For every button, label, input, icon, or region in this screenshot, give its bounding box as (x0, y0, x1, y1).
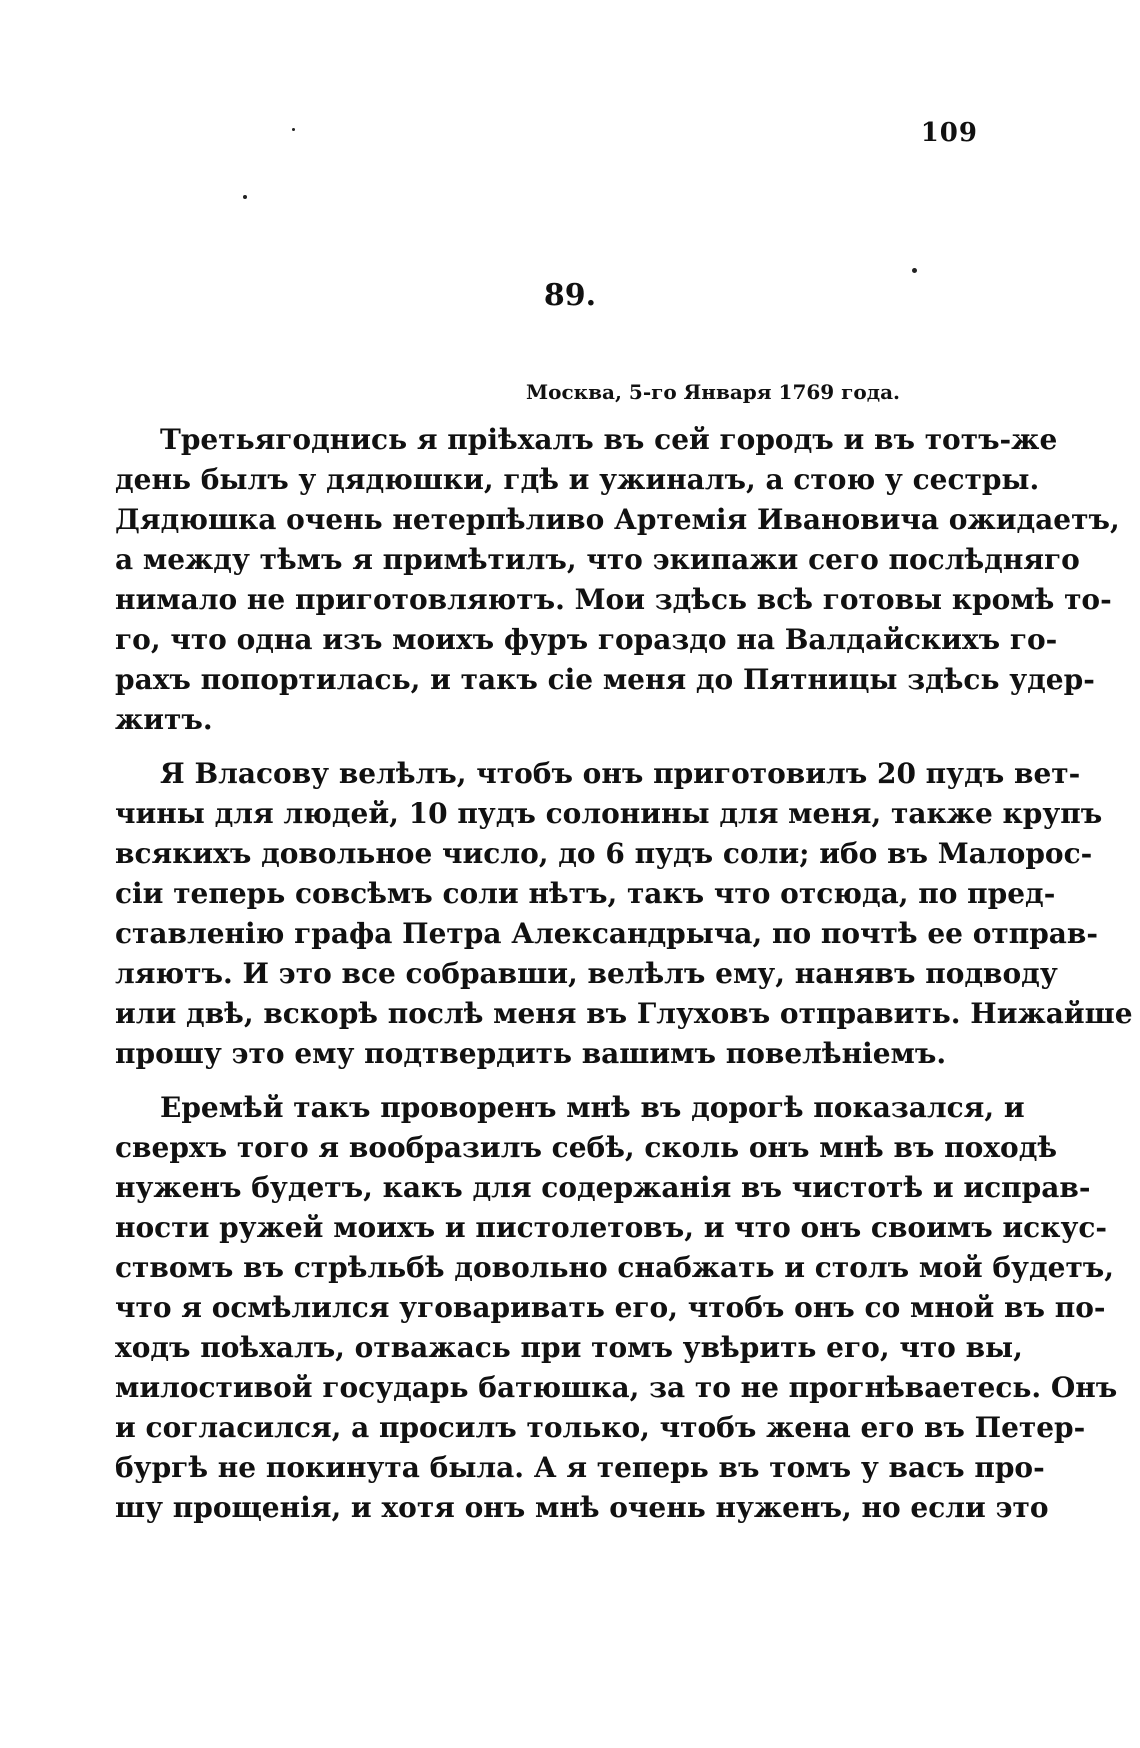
text-line: бургѣ не покинута была. А я теперь въ томъ у васъ про- (115, 1451, 1045, 1484)
text-line: а между тѣмъ я примѣтилъ, что экипажи сего послѣдняго (115, 543, 1080, 576)
text-line: рахъ попортилась, и такъ сіе меня до Пятницы здѣсь удер- (115, 663, 1095, 696)
dateline: Москва, 5-го Января 1769 года. (526, 380, 900, 404)
text-line: и согласился, а просилъ только, чтобъ жена его въ Петер- (115, 1411, 1086, 1444)
text-line: сверхъ того я вообразилъ себѣ, сколь онъ мнѣ въ походѣ (115, 1131, 1058, 1164)
letter-body (115, 420, 1133, 1528)
paragraph (115, 754, 1133, 1074)
page-number: 109 (920, 118, 978, 148)
text-line: день былъ у дядюшки, гдѣ и ужиналъ, а стою у сестры. (115, 463, 1040, 496)
text-line: нуженъ будетъ, какъ для содержанія въ чистотѣ и исправ- (115, 1171, 1091, 1204)
text-line: ляютъ. И это все собравши, велѣлъ ему, нанявъ подводу (115, 957, 1058, 990)
letter-number: 89. (543, 278, 597, 313)
text-line: шу прощенія, и хотя онъ мнѣ очень нуженъ, но если это (115, 1491, 1049, 1524)
text-line: нимало не приготовляютъ. Мои здѣсь всѣ готовы кромѣ то- (115, 583, 1112, 616)
paragraph (115, 1088, 1118, 1528)
text-line: милостивой государь батюшка, за то не прогнѣваетесь. Онъ (115, 1371, 1118, 1404)
text-line: или двѣ, вскорѣ послѣ меня въ Глуховъ отправить. Нижайше (115, 997, 1133, 1030)
print-speck (292, 128, 295, 131)
paragraph (115, 420, 1120, 740)
text-line: житъ. (115, 703, 213, 736)
text-line: всякихъ довольное число, до 6 пудъ соли; ибо въ Малорос- (115, 837, 1093, 870)
text-line: Я Власову велѣлъ, чтобъ онъ приготовилъ 20 пудъ вет- (160, 757, 1081, 790)
text-line: ставленію графа Петра Александрыча, по почтѣ ее отправ- (115, 917, 1099, 950)
text-line: Еремѣй такъ проворенъ мнѣ въ дорогѣ показался, и (160, 1091, 1025, 1124)
text-line: ности ружей моихъ и пистолетовъ, и что онъ своимъ искус- (115, 1211, 1108, 1244)
text-line: ходъ поѣхалъ, отважась при томъ увѣрить его, что вы, (115, 1331, 1023, 1364)
text-line: Дядюшка очень нетерпѣливо Артемія Ивановича ожидаетъ, (115, 503, 1120, 536)
print-speck (912, 268, 917, 273)
text-line: что я осмѣлился уговаривать его, чтобъ онъ со мной въ по- (115, 1291, 1106, 1324)
text-line: сіи теперь совсѣмъ соли нѣтъ, такъ что отсюда, по пред- (115, 877, 1056, 910)
text-line: ствомъ въ стрѣльбѣ довольно снабжать и столъ мой будетъ, (115, 1251, 1115, 1284)
text-line: Третьягоднись я пріѣхалъ въ сей городъ и въ тотъ-же (160, 423, 1058, 456)
text-line: го, что одна изъ моихъ фуръ гораздо на Валдайскихъ го- (115, 623, 1058, 656)
print-speck (243, 195, 247, 199)
text-line: чины для людей, 10 пудъ солонины для меня, также крупъ (115, 797, 1103, 830)
text-line: прошу это ему подтвердить вашимъ повелѣніемъ. (115, 1037, 947, 1070)
